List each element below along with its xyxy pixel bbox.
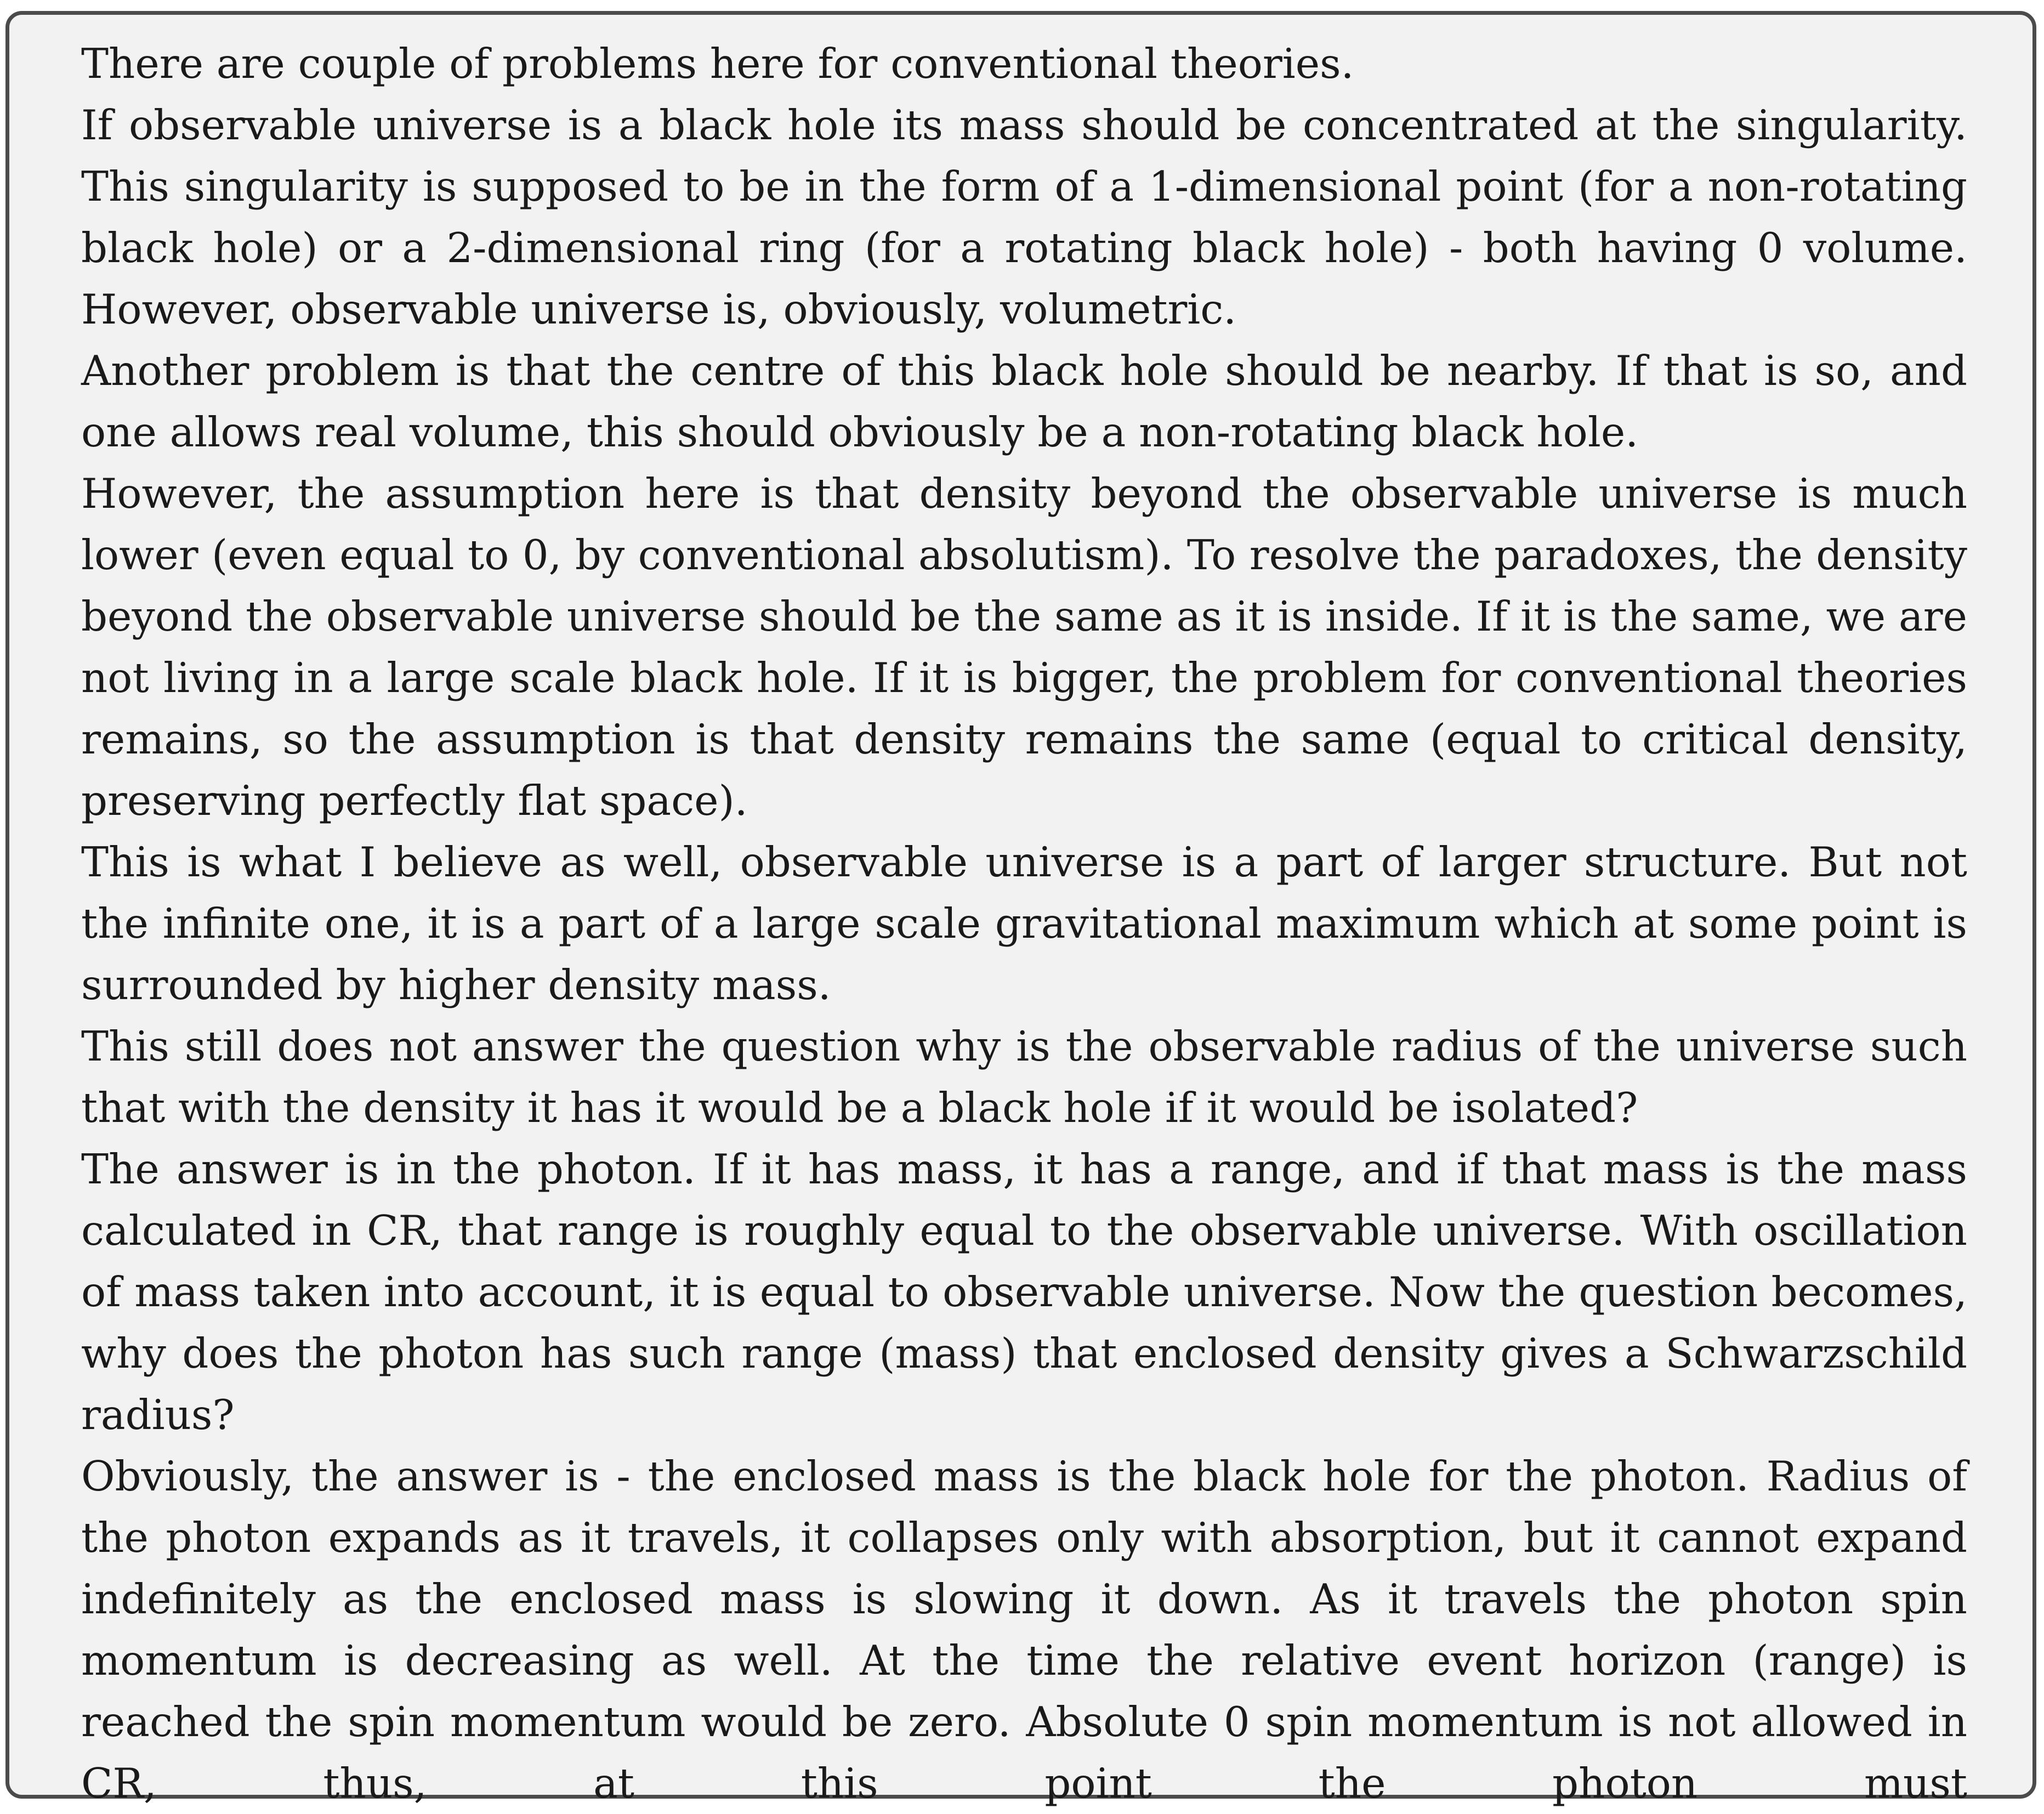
paragraph-8: Obviously, the answer is - the enclosed mass is the black hole for the photon. Radius of the photon expands as it travels, it collapses only with absorption, but it cannot expand indefinitely as the enclosed mass is slowing it down. As it travels the photon spin momentum is decreasing as well. At the time the relative event horizon (range) is reached the spin momentum would be zero. Absolute 0 spin momentum is not allowed in CR, thus, at this point the photon must xyxy=(81,1452,1967,1807)
paragraph-2: If observable universe is a black hole its mass should be concentrated at the singularity. This singularity is supposed to be in the form of a 1-dimensional point (for a non-rotating black hole) or a 2-dimensional ring (for a rotating black hole) - both having 0 volume. However, observable universe is, obviously, volumetric. xyxy=(81,101,1967,333)
document-text xyxy=(81,33,1967,1814)
paragraph-7: The answer is in the photon. If it has mass, it has a range, and if that mass is the mass calculated in CR, that range is roughly equal to the observable universe. With oscillation of mass taken into account, it is equal to observable universe. Now the question becomes, why does the photon has such range (mass) that enclosed density gives a Schwarzschild radius? xyxy=(81,1145,1967,1439)
paragraph-6: This still does not answer the question why is the observable radius of the universe such that with the density it has it would be a black hole if it would be isolated? xyxy=(81,1022,1967,1132)
paragraph-1: There are couple of problems here for conventional theories. xyxy=(81,39,1354,88)
paragraph-4: However, the assumption here is that density beyond the observable universe is much lower (even equal to 0, by conventional absolutism). To resolve the paradoxes, the density beyond the observable universe should be the same as it is inside. If it is the same, we are not living in a large scale black hole. If it is bigger, the problem for conventional theories remains, so the assumption is that density remains the same (equal to critical density, preserving perfectly flat space). xyxy=(81,469,1967,825)
paragraph-5: This is what I believe as well, observable universe is a part of larger structure. But not the infinite one, it is a part of a large scale gravitational maximum which at some point is surrounded by higher density mass. xyxy=(81,838,1967,1009)
paragraph-3: Another problem is that the centre of this black hole should be nearby. If that is so, and one allows real volume, this should obviously be a non-rotating black hole. xyxy=(81,347,1967,456)
